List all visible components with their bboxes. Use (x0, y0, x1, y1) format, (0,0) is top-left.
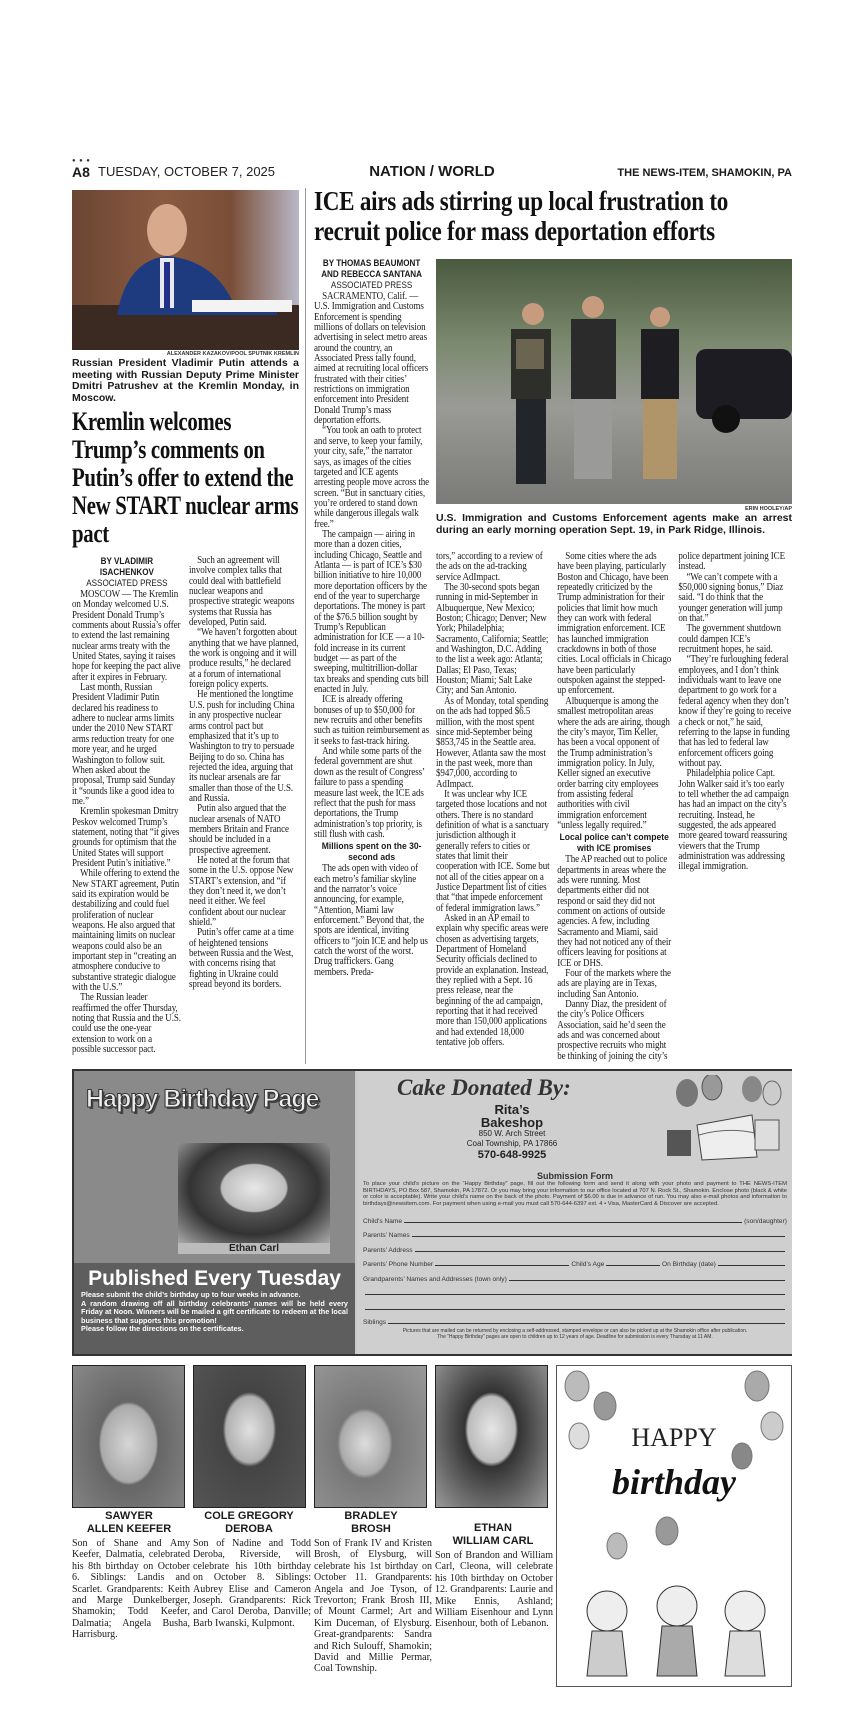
happy-word: HAPPY (631, 1423, 717, 1452)
phone-age-birthday-field[interactable] (363, 1254, 787, 1269)
agency: ASSOCIATED PRESS (330, 280, 413, 290)
birthday-announcement: Son of Shane and Amy Keefer, Dalmatia, celebrated his 8th birthday on October 6. Siblings: Landis and Scarlet. Grandparents: Keith and Marge Dunkelberger, Shamokin; Todd Keefer, Dalmatia; Angela Busha, Harrisburg. (72, 1538, 190, 1641)
child-name: COLE GREGORY DEROBA (204, 1510, 294, 1535)
child-name-field[interactable] (363, 1210, 787, 1225)
field-label: Parents’ Names (363, 1232, 410, 1239)
field-label: Siblings (363, 1319, 387, 1326)
ice-article-continued (436, 552, 792, 1064)
putin-photo-illustration (72, 190, 299, 350)
ice-arrest-illustration (436, 259, 792, 504)
field-label: Parents’ Phone Number (363, 1261, 434, 1268)
paragraph: It was unclear why ICE targeted those locations and not others. There is no standard definition of what is a sanctuary jurisdiction although it generally refers to cities or states that limit their cooperation with ICE. Some but not all of the cities appear on a Justice Department list of cities that “that impede enforcement of federal immigration laws.” (436, 788, 550, 914)
sponsor-block (417, 1103, 607, 1162)
photo-credit: ERIN HOOLEY/AP (744, 506, 792, 512)
photo-credit: ALEXANDER KAZAKOV/POOL SPUTNIK KREMLIN (166, 351, 299, 357)
paragraph: Last month, Russian President Vladimir Putin declared his readiness to adhere to nuclear arms limits under the 2010 New START arms reduction treaty for one more year, and he urged Washington to follow suit. When asked about the proposal, Trump said Sunday it “sounds like a good idea to me.” (72, 682, 176, 807)
submission-panel (357, 1071, 792, 1354)
sponsor-name: Rita’s (494, 1102, 530, 1117)
paragraph: The Russian leader reaffirmed the offer Thursday, noting that Russia and the U.S. could use the one-year extension to work on a possible successor pact. (72, 992, 181, 1056)
birthday-announcement: Son of Frank IV and Kristen Brosh, of Elysburg, will celebrate his 1st birthday on October 11. Grandparents: Angela and Joe Tyson, of Trevorton; Frank Brosh III, of Mount Carmel; Art and Kim Duceman, of Elysburg. Great-grandparents: Sandra and Rich Sulouff, Shamokin; David and Millie Permar, Coal Township. (314, 1538, 432, 1675)
child-name: BRADLEY BROSH (344, 1510, 398, 1535)
published-heading: Published Every Tuesday (88, 1267, 341, 1290)
paragraph: And while some parts of the federal government are shut down as the result of Congress’ failure to pass a spending measure last week, the ICE ads reflect that the push for mass deportations, the Trump administration’s top priority, is still flush with cash. (314, 746, 425, 840)
field-label: (son/daughter) (744, 1217, 787, 1225)
paragraph: The campaign — airing in more than a dozen cities, including Chicago, Seattle and Atlanta — is part of ICE’s $30 billion initiative to hire 10,000 more deportation officers by the end of the year to supercharge deportations. The money is part of the $76.5 billion sought by Trump’s Republican administration for ICE — a 10-fold increase in its current budget — as part of the sweeping, multitrillion-dollar tax breaks and spending cuts bill enacted in July. (314, 528, 429, 696)
published-note: Please submit the child’s birthday up to four weeks in advance. (81, 1290, 301, 1299)
paragraph: Putin also argued that the nuclear arsenals of NATO members Britain and France should be included in a prospective agreement. (189, 803, 289, 856)
paragraph: ICE is already offering bonuses of up to $50,000 for new recruits and other benefits such as tuition reimbursement as it seeks to fast-track hiring. (314, 694, 430, 747)
paragraph: “We can’t compete with a $50,000 signing bonus,” Diaz said. “I do think that the younger generation will jump on that.” (678, 571, 784, 625)
featured-child-name: Ethan Carl (178, 1243, 330, 1254)
byline: BY VLADIMIR ISACHENKOV (99, 556, 154, 577)
published-note: A random drawing off all birthday celebrants’ names will be held every Friday at Noon. Winners will be mailed a gift certificate to redeem at the local business that supports this promotion! (81, 1298, 348, 1325)
paragraph: “They’re furloughing federal employees, and I don’t think individuals want to leave one department to go work for a federal agency when they don’t know if they’re going to receive a check or not,” he said, referring to the lapse in funding that has led to federal law enforcement officers going without pay. (678, 654, 792, 769)
section-title: NATION / WORLD (369, 163, 495, 180)
subhead-millions: Millions spent on the 30-second ads (321, 841, 422, 864)
paragraph: Albuquerque is among the smallest metropolitan areas where the ads are airing, though the city’s mayor, Tim Keller, has been a vocal opponent of the Trump administration’s immigration policy. In July, Keller signed an executive order barring city employees from assisting federal authorities with civil immigration enforcement “unless legally required.” (557, 695, 670, 831)
field-label: Child’s Age (571, 1261, 605, 1268)
page-number: A8 (72, 164, 90, 180)
paragraph: tors,” according to a review of the ads on the ad-tracking service AdImpact. (436, 551, 543, 583)
paragraph: “You took an oath to protect and serve, to keep your family, your city, safe,” the narrator says, as images of the cities targeted and ICE agents arresting people move across the screen. “But in sanctuary cities, you’re ordered to stand down while dangerous illegals walk free.” (314, 425, 430, 530)
submission-form (363, 1171, 787, 1340)
paragraph: The AP reached out to police departments in areas where the ads were running. Most departments either did not respond or said they did not comment on actions of outside agencies. A few, including Sacramento and Miami, said they had not noticed any of their officers leaving for positions at ICE or DHS. (557, 854, 672, 969)
sponsor-city: Coal Township, PA 17866 (466, 1139, 558, 1148)
birthday-announcement: Son of Brandon and William Carl, Cleona, will celebrate his 10th birthday on October 12. Grandparents: Laurie and Mike Ennis, Ashland; William Eisenhour and Lynn Eisenhour, both of Lebanon. (435, 1550, 553, 1630)
field-label: Grandparents’ Names and Addresses (town only) (363, 1275, 507, 1283)
subhead-local-police: Local police can’t compete with ICE promises (559, 832, 669, 855)
paragraph: MOSCOW — The Kremlin on Monday welcomed U.S. President Donald Trump’s comments about Russia’s offer to extend the last remaining nuclear arms treaty with the United States, saying it raises hope for keeping the pact alive after it expires in February. (72, 589, 181, 683)
birthday-announcement: Son of Nadine and Todd Deroba, Riverside, will celebrate his 10th birthday on October 8. Siblings: Aubrey Elise and Cameron Joseph. Grandparents: Rick and Carol Deroba, Danville; Barb Iwanski, Kulpmont. (193, 1538, 311, 1629)
paragraph: The government shutdown could dampen ICE’s recruitment hopes, he said. (678, 623, 781, 656)
paragraph: Such an agreement will involve complex talks that could deal with battlefield nuclear weapons and prospective strategic weapons systems that Russia has developed, Putin said. (189, 555, 295, 629)
grandparents-line-2[interactable] (363, 1283, 787, 1298)
paragraph: The ads open with video of each metro’s familiar skyline and the narrator’s voice announcing, for example, “Attention, Miami law enforcement.” Beyond that, the spots are identical, inviting officers to “join ICE and help us catch the worst of the worst. Drug traffickers. Gang members. Preda- (314, 863, 428, 978)
paragraph: Putin’s offer came at a time of heightened tensions between Russia and the West, with concerns rising that fighting in Ukraine could spread beyond its borders. (189, 927, 294, 991)
siblings-field[interactable] (363, 1312, 787, 1327)
paragraph: The 30-second spots began running in mid-September in Albuquerque, New Mexico; Boston; Chicago; Denver; New York; Philadelphia; Sacramento, California; Seattle; and Washington, D.C. Adding to the list a week ago: Atlanta; Dallas; El Paso, Texas; Houston; Miami; Salt Lake City; and San Antonio. (436, 582, 549, 697)
cake-donated-title: Cake Donated By: (397, 1075, 571, 1100)
child-name: ETHAN WILLIAM CARL (452, 1522, 534, 1547)
paragraph: Asked in an AP email to explain why specific areas were chosen as advertising targets, Department of Homeland Security officials declined to provide an explanation. Instead, they replied with a Sept. 16 press release, near the beginning of the ad campaign, reporting that it had received more than 150,000 applications and had extended 18,000 tentative job offers. (436, 913, 549, 1049)
grandparents-field[interactable] (363, 1268, 787, 1283)
field-label: On Birthday (date) (661, 1261, 716, 1268)
child-photo-cole (193, 1365, 306, 1508)
paragraph: He mentioned the longtime U.S. push for including China in any prospective nuclear arms control pact but emphasized that it’s up to Washington to try to persuade Beijing to do so. China has rejected the idea, arguing that its nuclear arsenals are far smaller than those of the U.S. and Russia. (189, 689, 295, 804)
form-footnote: Pictures that are mailed can be returned by enclosing a self-addressed, stamped envelope or can also be picked up at the Shamokin office after publication. (402, 1328, 748, 1334)
ice-arrest-photo (436, 259, 792, 504)
published-note: Please follow the directions on the certificates. (81, 1324, 244, 1334)
sponsor-phone: 570-648-9925 (477, 1149, 547, 1161)
form-instructions: To place your child’s picture on the “Happy Birthday” page, fill out the following form and send it along with your photo and payment to THE NEWS-ITEM BIRTHDAYS, PO Box 587, Shamokin, PA 17872. Or you may bring your information to our office located at 707 N. Rock St., Shamokin. Enclose photo (black & white or color is acceptable). Write your child’s name on the back of the photo. Payment of $6.00 is due in advance of run. You may also e-mail photos and information to birthdays@newsitem.com. For payment when using e-mail you must call 570-644-6397 ext. 4 • Visa, MasterCard & Discover are accepted. (363, 1181, 787, 1207)
photo-caption: Russian President Vladimir Putin attends a meeting with Russian Deputy Prime Minister Dmitri Patrushev at the Kremlin Monday, in Moscow. (72, 357, 299, 404)
byline-1: BY THOMAS BEAUMONT (322, 258, 421, 268)
sponsor-address: 850 W. Arch Street (478, 1129, 546, 1138)
featured-child-photo (178, 1143, 330, 1243)
newspaper-name: THE NEWS-ITEM, SHAMOKIN, PA (617, 167, 792, 179)
birthday-cake-icon (657, 1075, 787, 1163)
issue-date: TUESDAY, OCTOBER 7, 2025 (98, 164, 276, 179)
ice-paragraphs-a (314, 292, 429, 840)
birthday-ad (72, 1069, 792, 1356)
birthday-ad-left-panel (74, 1071, 355, 1354)
published-every-tuesday-panel (74, 1263, 355, 1354)
paragraph: Danny Diaz, the president of the city’s Police Officers Association, said he’d seen the ads and was concerned about prospective recruits who might be thinking of joining the city’s police department joining ICE instead. (557, 551, 786, 1062)
ice-column-1 (314, 258, 429, 978)
sponsor-name-2: Bakeshop (480, 1115, 544, 1130)
field-label: Child’s Name (363, 1217, 403, 1225)
balloons-illustration (557, 1366, 791, 1686)
ice-headline: ICE airs ads stirring up local frustration to recruit police for mass deportation efforts (314, 185, 729, 246)
grandparents-line-3[interactable] (363, 1297, 787, 1312)
paragraph: SACRAMENTO, Calif. — U.S. Immigration and Customs Enforcement is spending millions of dollars on television advertising in select metro areas around the country, an Associated Press tally found, aimed at recruiting local officers frustrated with their cities’ restrictions on immigration enforcement into President Donald Trump’s mass deportation efforts. (314, 291, 429, 427)
happy-birthday-graphic (556, 1365, 792, 1687)
agency: ASSOCIATED PRESS (86, 578, 168, 588)
paragraph: While offering to extend the New START agreement, Putin said its expiration would be destabilizing and could fuel proliferation of nuclear weapons. He also argued that maintaining limits on nuclear weapons could also be an important step in “creating an atmosphere conducive to substantive strategic dialogue with the U.S.” (72, 868, 180, 994)
paragraph: Philadelphia police Capt. John Walker said it’s too early to tell whether the ad campaign has had an impact on the city’s recruiting. Instead, he suggested, the ads appeared more geared toward reassuring viewers that the Trump administration was addressing illegal immigration. (678, 768, 789, 873)
form-footnote: The “Happy Birthday” pages are open to children up to 12 years of age. Deadline for submission is every Thursday at 11 AM. (437, 1334, 713, 1340)
edition-dots: ● ● ● (72, 158, 91, 164)
paragraph: He noted at the forum that some in the U.S. oppose New START’s extension, and “if they don’t need it, we don’t need it either. We feel confident about our nuclear shield.” (189, 854, 294, 929)
kremlin-headline: Kremlin welcomes Trump’s comments on Putin’s offer to extend the New START nuclear arms pact (72, 407, 299, 548)
paragraph: Kremlin spokesman Dmitry Peskov welcomed Trump’s statement, noting that “it gives grounds for optimism that the United States will support President Putin’s initiative.” (72, 806, 180, 869)
field-label: Parents’ Address (363, 1246, 413, 1254)
paragraph: “We haven’t forgotten about anything that we have planned, the work is ongoing and it will produce results,” he declared at a forum of international foreign policy experts. (189, 627, 299, 691)
paragraph: Some cities where the ads have been playing, particularly Boston and Chicago, have been repeatedly criticized by the Trump administration for their policies that limit how much they can work with federal immigration enforcement. ICE has launched immigration crackdowns in both of those cities. Local officials in Chicago have been particularly outspoken against the stepped-up enforcement. (557, 551, 672, 697)
kremlin-article-body (72, 556, 299, 1064)
column-divider (305, 188, 306, 1064)
photo-caption: U.S. Immigration and Customs Enforcement agents make an arrest during an early morning operation Sept. 19, in Park Ridge, Illinois. (436, 512, 792, 536)
parents-address-field[interactable] (363, 1239, 787, 1254)
paragraph: As of Monday, total spending on the ads had topped $6.5 million, with the most spent since mid-September being $853,745 in the Seattle area. However, Atlanta saw the most in the past week, more than $947,000, according to AdImpact. (436, 695, 549, 790)
byline-2: AND REBECCA SANTANA (321, 269, 422, 279)
happy-birthday-page-title: Happy Birthday Page (86, 1085, 319, 1113)
paragraph: Four of the markets where the ads are playing are in Texas, including San Antonio. (557, 968, 671, 1000)
kremlin-paragraphs (72, 556, 299, 1064)
form-title: Submission Form (536, 1171, 613, 1181)
putin-photo (72, 190, 299, 350)
parents-names-field[interactable] (363, 1225, 787, 1240)
child-name: SAWYER ALLEN KEEFER (86, 1510, 172, 1535)
birthday-word: birthday (611, 1462, 737, 1502)
child-photo-sawyer (72, 1365, 185, 1508)
child-photo-bradley (314, 1365, 427, 1508)
child-photo-ethan (435, 1365, 548, 1508)
ice-paragraphs-b (314, 864, 429, 978)
